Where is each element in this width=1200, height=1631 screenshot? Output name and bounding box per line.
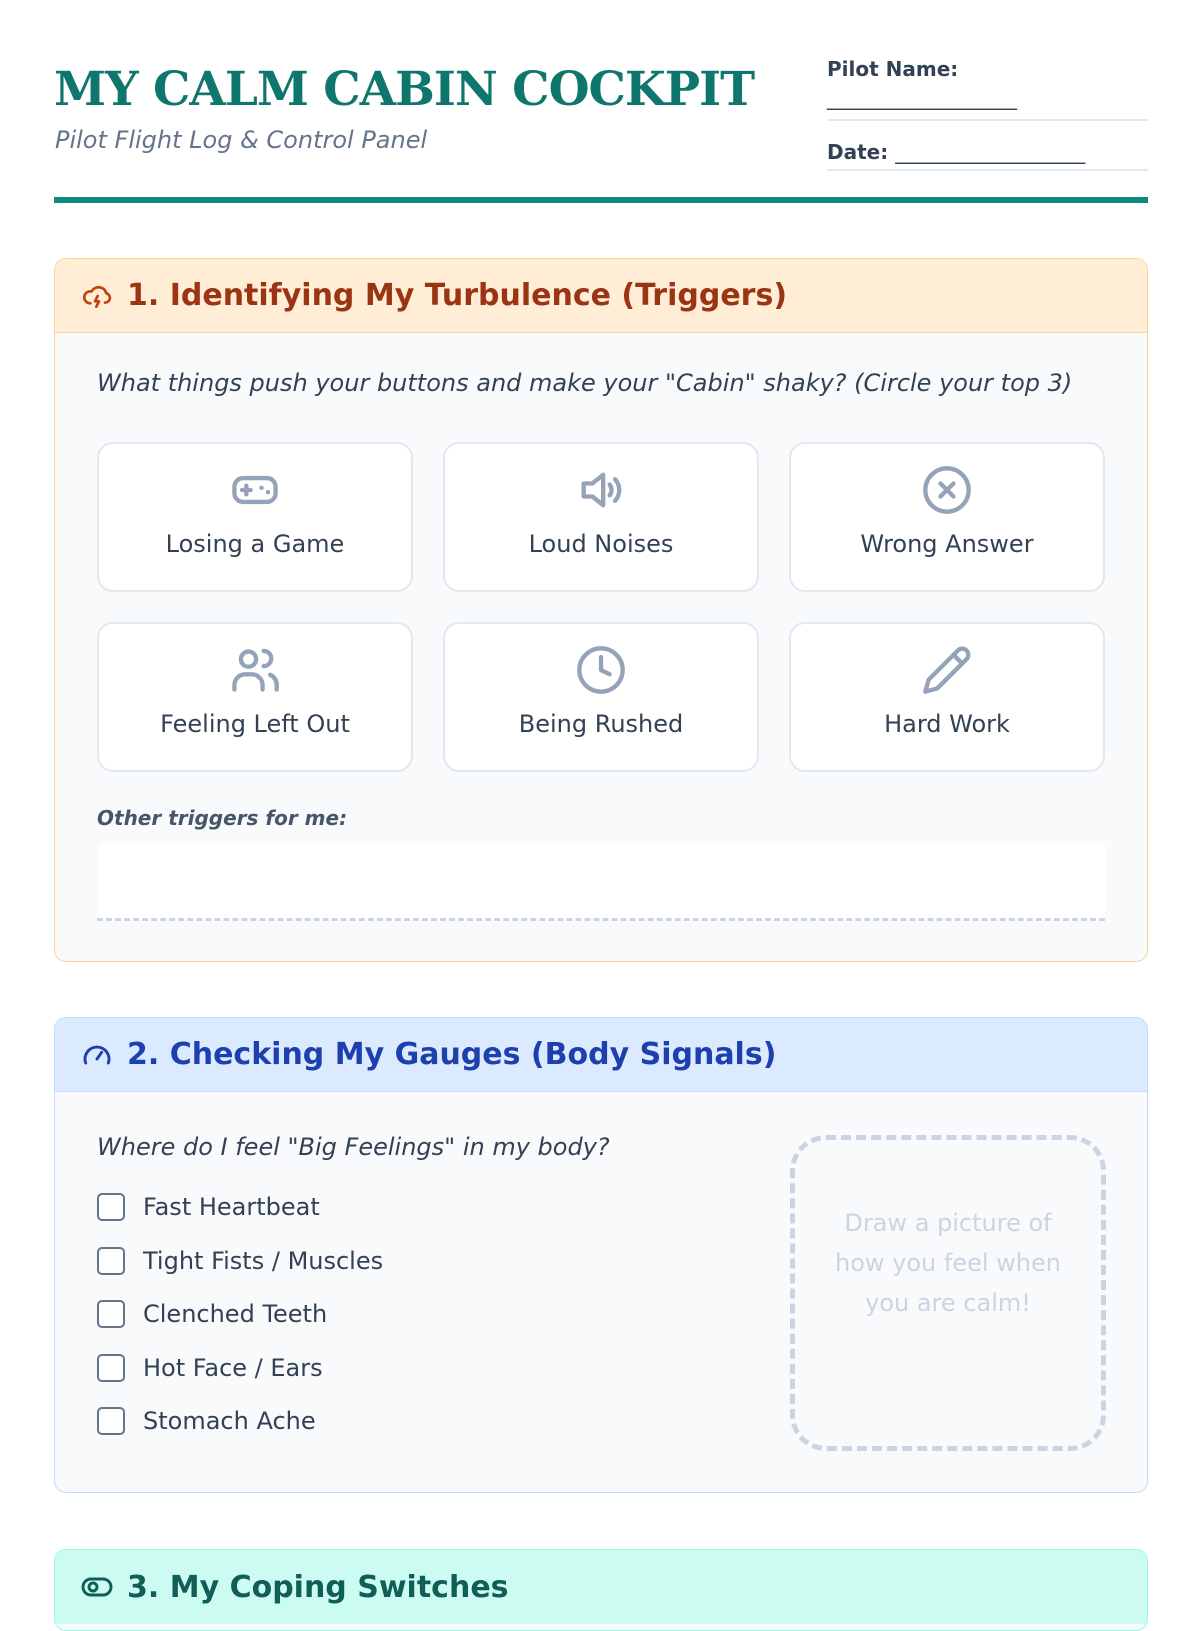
trigger-card[interactable] <box>97 442 413 592</box>
other-triggers-label: Other triggers for me: <box>97 806 348 830</box>
checklist-item[interactable] <box>97 1405 383 1437</box>
checkbox-label: Fast Heartbeat <box>143 1193 320 1221</box>
trigger-card[interactable] <box>443 442 759 592</box>
checklist-item[interactable] <box>97 1352 383 1384</box>
checkbox[interactable] <box>97 1354 125 1382</box>
triggers-section <box>54 258 1148 962</box>
trigger-label: Hard Work <box>884 710 1010 738</box>
page-title: MY CALM CABIN COCKPIT <box>54 62 755 117</box>
gauges-prompt: Where do I feel "Big Feelings" in my body? <box>97 1133 610 1161</box>
trigger-label: Loud Noises <box>528 530 674 558</box>
checkbox-label: Tight Fists / Muscles <box>143 1246 384 1275</box>
gauges-section <box>54 1017 1148 1493</box>
header-divider <box>54 197 1148 203</box>
checklist-item[interactable] <box>97 1245 383 1277</box>
speaker-icon <box>575 464 627 516</box>
coping-section <box>54 1549 1148 1631</box>
gamepad-icon <box>229 464 281 516</box>
coping-section-header <box>55 1550 1147 1624</box>
pilot-name-field[interactable] <box>827 55 1148 121</box>
checkbox-label: Hot Face / Ears <box>143 1353 323 1382</box>
trigger-card[interactable] <box>97 622 413 772</box>
triggers-section-title: 1. Identifying My Turbulence (Triggers) <box>127 278 788 313</box>
toggle-switch-icon <box>81 1571 113 1603</box>
x-circle-icon <box>921 464 973 516</box>
triggers-section-header <box>55 259 1147 333</box>
checkbox-label: Clenched Teeth <box>143 1300 328 1328</box>
checkbox-label: Stomach Ache <box>143 1407 316 1435</box>
checklist-item[interactable] <box>97 1191 383 1223</box>
trigger-label: Being Rushed <box>518 710 684 738</box>
checkbox[interactable] <box>97 1193 125 1221</box>
gauges-section-header <box>55 1018 1147 1092</box>
trigger-grid <box>97 442 1105 772</box>
gauges-section-title: 2. Checking My Gauges (Body Signals) <box>127 1037 777 1072</box>
calm-drawing-area[interactable] <box>790 1135 1106 1451</box>
pencil-icon <box>921 644 973 696</box>
triggers-prompt: What things push your buttons and make your "Cabin" shaky? (Circle your top 3) <box>97 369 1073 397</box>
gauge-icon <box>81 1039 113 1071</box>
storm-cloud-icon <box>81 280 113 312</box>
page-subtitle: Pilot Flight Log & Control Panel <box>55 126 428 154</box>
checkbox[interactable] <box>97 1300 125 1328</box>
drawing-prompt: Draw a picture of how you feel when you are calm! <box>835 1209 1061 1317</box>
pilot-info <box>827 55 1148 171</box>
trigger-label: Feeling Left Out <box>160 710 350 738</box>
date-label: Date: <box>827 140 889 164</box>
body-signal-checklist <box>97 1191 383 1459</box>
date-field[interactable] <box>827 137 1148 171</box>
trigger-card[interactable] <box>443 622 759 772</box>
checkbox[interactable] <box>97 1407 125 1435</box>
trigger-card[interactable] <box>789 622 1105 772</box>
pilot-name-blank: ___________________ <box>827 86 1017 110</box>
trigger-card[interactable] <box>789 442 1105 592</box>
coping-section-title: 3. My Coping Switches <box>127 1569 509 1605</box>
clock-icon <box>575 644 627 696</box>
other-triggers-input[interactable] <box>97 843 1105 921</box>
worksheet-page <box>54 0 1148 1605</box>
pilot-name-label: Pilot Name: <box>827 57 959 81</box>
date-blank: ___________________ <box>895 140 1086 164</box>
people-icon <box>229 644 281 696</box>
checklist-item[interactable] <box>97 1298 383 1330</box>
trigger-label: Losing a Game <box>165 530 345 558</box>
trigger-label: Wrong Answer <box>860 530 1034 558</box>
checkbox[interactable] <box>97 1247 125 1275</box>
